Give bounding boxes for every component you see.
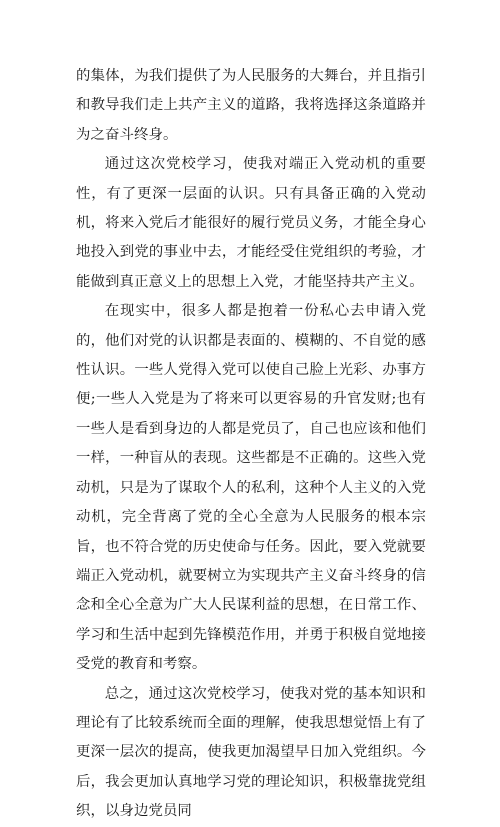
document-body — [76, 62, 426, 827]
paragraph-party-school-study: 通过这次党校学习，使我对端正入党动机的重要性，有了更深一层面的认识。只有具备正确的入党动机，将来入党后才能很好的履行党员义务，才能全身心地投入到党的事业中去，才能经受住党组织的考验，才能做到真正意义上的思想上入党，才能坚持共产主义。 — [76, 156, 426, 290]
paragraph-reality-motives: 在现实中，很多人都是抱着一份私心去申请入党的，他们对党的认识都是表面的、模糊的、不自觉的感性认识。一些人党得入党可以使自己脸上光彩、办事方便;一些人入党是为了将来可以更容易的升官发财;也有一些人是看到身边的人都是党员了，自己也应该和他们一样，一种盲从的表现。这些都是不正确的。这些入党动机，只是为了谋取个人的私利，这种个人主义的入党动机，完全背离了党的全心全意为人民服务的根本宗旨，也不符合党的历史使命与任务。因此，要入党就要端正入党动机，就要树立为实现共产主义奋斗终身的信念和全心全意为广大人民谋利益的思想，在日常工作、学习和生活中起到先锋模范作用，并勇于积极自觉地接受党的教育和考察。 — [76, 303, 426, 673]
paragraph-conclusion: 总之，通过这次党校学习，使我对党的基本知识和理论有了比较系统而全面的理解，使我思想觉悟上有了更深一层次的提高，使我更加渴望早日加入党组织。今后，我会更加认真地学习党的理论知识，积极靠拢党组织，以身边党员同 — [76, 685, 426, 820]
paragraph-continuation: 的集体，为我们提供了为人民服务的大舞台，并且指引和教导我们走上共产主义的道路，我将选择这条道路并为之奋斗终身。 — [76, 68, 426, 143]
